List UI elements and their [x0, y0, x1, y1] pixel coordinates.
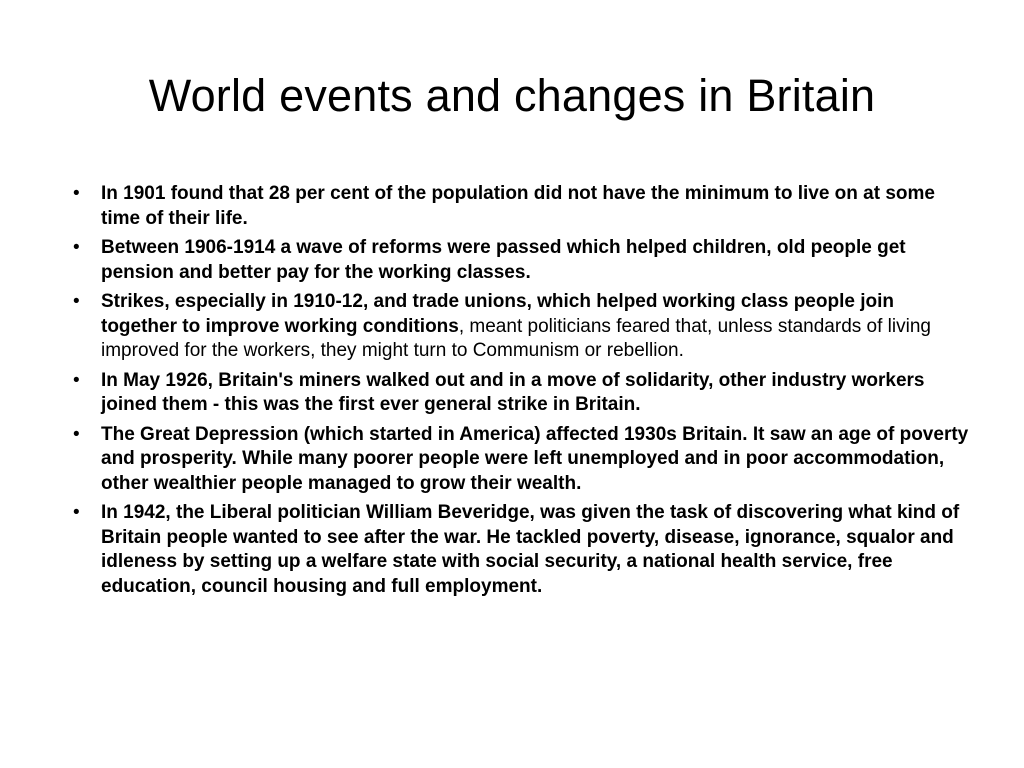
bullet-item-3	[73, 290, 973, 364]
bullet-text-bold: Strikes, especially in 1910-12, and trade unions, which helped working class people join together to improve working conditions	[101, 291, 894, 337]
bullet-item-4	[73, 369, 973, 418]
bullet-item-2	[73, 236, 973, 285]
bullet-icon: •	[73, 183, 80, 204]
bullet-text-bold: Between 1906-1914 a wave of reforms were passed which helped children, old people get pension and better pay for the working classes.	[101, 237, 906, 283]
bullet-text-bold: In 1942, the Liberal politician William Beveridge, was given the task of discovering what kind of Britain people wanted to see after the war. He tackled poverty, disease, ignorance, squalor and idleness by setting up a welfare state with social security, a national health service, free education, council housing and full employment.	[101, 502, 960, 597]
bullet-item-1	[73, 182, 973, 231]
bullet-icon: •	[73, 237, 80, 258]
bullet-text-bold: In 1901 found that 28 per cent of the population did not have the minimum to live on at some time of their life.	[101, 183, 935, 229]
bullet-icon: •	[73, 291, 80, 312]
bullet-text-bold: In May 1926, Britain's miners walked out and in a move of solidarity, other industry workers joined them - this was the first ever general strike in Britain.	[101, 369, 925, 415]
bullet-item-6	[73, 501, 973, 599]
bullet-text-regular: , meant politicians feared that, unless standards of living improved for the workers, they might turn to Communism or rebellion.	[101, 315, 931, 361]
slide-title: World events and changes in Britain	[148, 70, 876, 121]
bullet-text-bold: The Great Depression (which started in America) affected 1930s Britain. It saw an age of poverty and prosperity. While many poorer people were left unemployed and in poor accommodation, other wealthier people managed to grow their wealth.	[101, 423, 969, 494]
bullet-list	[73, 182, 973, 604]
bullet-icon: •	[73, 423, 80, 445]
bullet-item-5	[73, 423, 973, 497]
bullet-icon: •	[73, 502, 80, 523]
bullet-icon: •	[73, 369, 80, 391]
